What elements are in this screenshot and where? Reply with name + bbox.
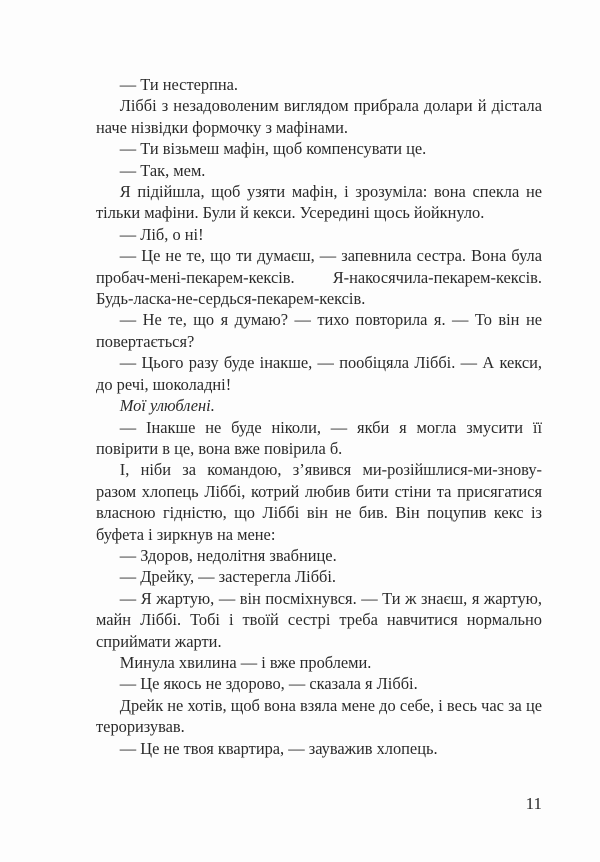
paragraph: — Це не те, що ти думаєш, — запевнила сестра. Вона була пробач-мені-пекарем-кексів. Я-накосячила-пекарем-кексів. Будь-ласка-не-сердься-пекарем-кексів.	[96, 246, 542, 309]
paragraph: — Це не твоя квартира, — зауважив хлопець.	[119, 738, 438, 758]
paragraph: Ліббі з незадоволеним виглядом прибрала долари й дістала наче нізвідки формочку з мафінами.	[96, 96, 542, 137]
paragraph: Я підійшла, щоб узяти мафін, і зрозуміла: вона спекла не тільки мафіни. Були й кекси. Усередині щось йойкнуло.	[96, 182, 542, 223]
paragraph: — Інакше не буде ніколи, — якби я могла змусити її повірити в це, вона вже повірила б.	[96, 417, 542, 458]
paragraph: — Так, мем.	[119, 160, 206, 180]
paragraph: — Здоров, недолітня звабнице.	[119, 545, 337, 565]
page-number: 11	[525, 794, 542, 813]
paragraph: — Ти візьмеш мафін, щоб компенсувати це.	[119, 139, 427, 159]
paragraph: Дрейк не хотів, щоб вона взяла мене до себе, і весь час за це тероризував.	[96, 695, 542, 737]
paragraph: — Не те, що я думаю? — тихо повторила я. — То він не повертається?	[96, 310, 542, 351]
paragraph: — Ліб, о ні!	[119, 224, 204, 244]
paragraph: — Цього разу буде інакше, — пообіцяла Ліббі. — А кекси, до речі, шоколадні!	[96, 353, 542, 394]
paragraph: — Це якось не здорово, — сказала я Ліббі.	[119, 674, 418, 694]
paragraph: — Я жартую, — він посміхнувся. — Ти ж знаєш, я жартую, майн Ліббі. Тобі і твоїй сестрі треба навчитися нормально сприймати жарти.	[96, 588, 542, 651]
body-text	[96, 74, 542, 759]
paragraph: — Ти нестерпна.	[119, 75, 239, 94]
paragraph: І, ніби за командою, з’явився ми-розійшлися-ми-знову-разом хлопець Ліббі, котрий любив бити стіни та присягатися власною гідністю, що Ліббі він не бив. Він поцупив кекс із буфета і зиркнув на мене:	[96, 460, 542, 544]
paragraph: — Дрейку, — застерегла Ліббі.	[119, 567, 337, 587]
paragraph: Минула хвилина — і вже проблеми.	[119, 652, 372, 672]
italic-thought: Мої улюблені.	[119, 396, 215, 416]
